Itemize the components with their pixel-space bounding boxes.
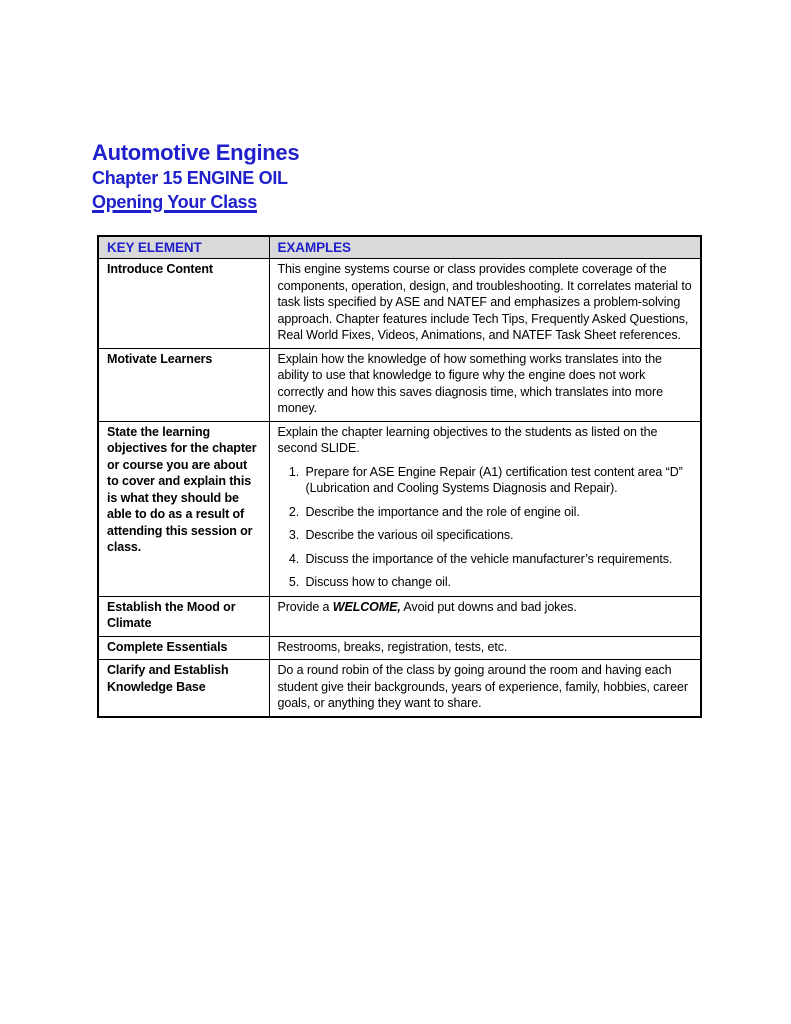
examples-cell-complete-essentials: Restrooms, breaks, registration, tests, etc. [269,636,701,660]
key-cell-establish-mood: Establish the Mood or Climate [98,596,269,636]
table-header-examples: EXAMPLES [269,236,701,259]
table-row [98,636,701,660]
objectives-intro: Explain the chapter learning objectives to the students as listed on the second SLIDE. [277,424,658,455]
table-row [98,596,701,636]
objective-item: 1. Prepare for ASE Engine Repair (A1) certification test content area “D” (Lubrication and Cooling Systems Diagnosis and Repair). [303,464,693,497]
table-row [98,348,701,421]
key-cell-clarify-knowledge: Clarify and Establish Knowledge Base [98,660,269,717]
table-row [98,259,701,349]
table-row [98,421,701,596]
examples-cell-establish-mood [269,596,701,636]
objective-item: 3. Describe the various oil specifications. [303,527,693,544]
key-cell-learning-objectives: State the learning objectives for the chapter or course you are about to cover and explain this is what they should be able to do as a result of attending this session or class. [98,421,269,596]
objective-item: 2. Describe the importance and the role of engine oil. [303,504,693,521]
key-cell-introduce-content: Introduce Content [98,259,269,349]
section-heading: Opening Your Class [92,192,257,212]
objective-item: 5. Discuss how to change oil. [303,574,693,591]
examples-cell-clarify-knowledge: Do a round robin of the class by going around the room and having each student give their backgrounds, years of experience, family, hobbies, career goals, or anything they want to share. [269,660,701,717]
mood-text-after: Avoid put downs and bad jokes. [400,599,577,614]
objectives-list [278,464,693,591]
key-cell-motivate-learners: Motivate Learners [98,348,269,421]
mood-text-before: Provide a [277,599,333,614]
title-block [92,139,299,214]
objective-item: 4. Discuss the importance of the vehicle manufacturer’s requirements. [303,551,693,568]
page-title: Automotive Engines [92,140,300,165]
table-header-key-element: KEY ELEMENT [98,236,269,259]
examples-cell-introduce-content: This engine systems course or class provides complete coverage of the components, operation, design, and troubleshooting. It correlates material to task lists specified by ASE and NATEF and emphasizes a problem-solving approach. Chapter features include Tech Tips, Frequently Asked Questions, Real World Fixes, Videos, Animations, and NATEF Task Sheet references. [269,259,701,349]
examples-cell-learning-objectives [269,421,701,596]
key-element-table [97,235,702,718]
table-row [98,660,701,717]
key-cell-complete-essentials: Complete Essentials [98,636,269,660]
welcome-emphasis: WELCOME, [332,599,401,614]
examples-cell-motivate-learners: Explain how the knowledge of how something works translates into the ability to use that knowledge to figure why the engine does not work correctly and how this saves diagnosis time, which translates into more money. [269,348,701,421]
chapter-subtitle: Chapter 15 ENGINE OIL [92,168,288,188]
table-header-row [98,236,701,259]
